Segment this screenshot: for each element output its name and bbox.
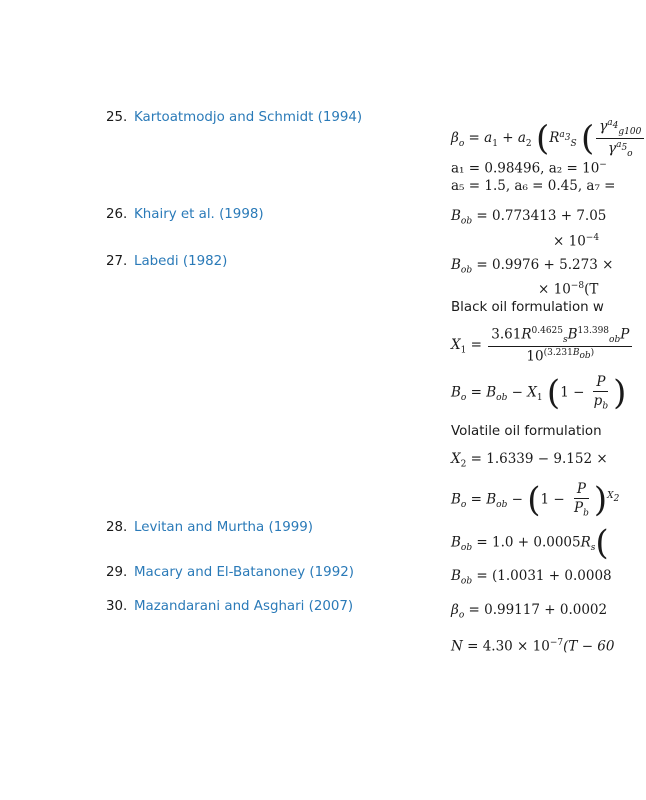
levitan-equation: $B_{ob} = 1.0 + 0.0005R_s$( <box>451 523 609 563</box>
citation-link[interactable]: Macary and El-Batanoney (1992) <box>134 565 354 580</box>
khairy-equation-line2: × $10^{-4}$ <box>553 233 600 250</box>
citation-link[interactable]: Mazandarani and Asghari (2007) <box>134 599 354 614</box>
reference-number: 29. <box>106 565 128 580</box>
reference-27 <box>106 254 227 269</box>
reference-25 <box>106 110 362 125</box>
citation-link[interactable]: Kartoatmodjo and Schmidt (1994) <box>134 110 363 125</box>
kartoatmodjo-equation: $\beta_o = a_1 + a_2$ ($R^{a_3}_S$ ( $\frac{\gamma^{a_4}_{g100}}{\gamma^{a_5}_o}$ <box>451 118 646 159</box>
reference-29 <box>106 565 354 580</box>
reference-30 <box>106 599 353 614</box>
citation-link[interactable]: Levitan and Murtha (1999) <box>134 520 314 535</box>
x1-equation: $X_1$ = $\frac{3.61R^{0.4625}_sB^{13.398}_{ob}P}{10^{(3.231B_{ob})}}$ <box>451 326 634 365</box>
kartoatmodjo-constants-2: a₅ = 1.5, a₆ = 0.45, a₇ = <box>451 178 616 194</box>
citation-link[interactable]: Labedi (1982) <box>134 254 228 269</box>
x2-equation: $X_2 = 1.6339 - 9.152$ × <box>451 451 608 470</box>
reference-number: 25. <box>106 110 128 125</box>
macary-equation: $B_{ob} = (1.0031 + 0.0008$ <box>451 568 612 587</box>
bo-black-oil-equation: $B_o = B_{ob} - X_1$ (1 − $\frac{P}{p_b}$ ) <box>451 372 627 413</box>
reference-number: 28. <box>106 520 128 535</box>
black-oil-label: Black oil formulation w <box>451 300 604 315</box>
reference-number: 30. <box>106 599 128 614</box>
bo-volatile-oil-equation: $B_o = B_{ob} - (1$ − $\frac{P}{P_b}$ )$^{X_2}$ <box>451 479 620 520</box>
reference-number: 27. <box>106 254 128 269</box>
reference-number: 26. <box>106 207 128 222</box>
kartoatmodjo-constants-1: a₁ = 0.98496, a₂ = 10− <box>451 160 607 177</box>
volatile-oil-label: Volatile oil formulation <box>451 424 602 439</box>
labedi-equation-line2: × $10^{-8}(T$ <box>538 281 599 298</box>
citation-link[interactable]: Khairy et al. (1998) <box>134 207 264 222</box>
n-equation: $N = 4.30 \times 10^{-7}(T - 60$ <box>451 638 615 655</box>
reference-28 <box>106 520 313 535</box>
reference-26 <box>106 207 264 222</box>
khairy-equation: $B_{ob} = 0.773413 + 7.05$ <box>451 208 607 227</box>
labedi-equation: $B_{ob} = 0.9976 + 5.273$ × <box>451 257 614 276</box>
mazandarani-equation: $\beta_o = 0.99117 + 0.0002$ <box>451 602 608 621</box>
